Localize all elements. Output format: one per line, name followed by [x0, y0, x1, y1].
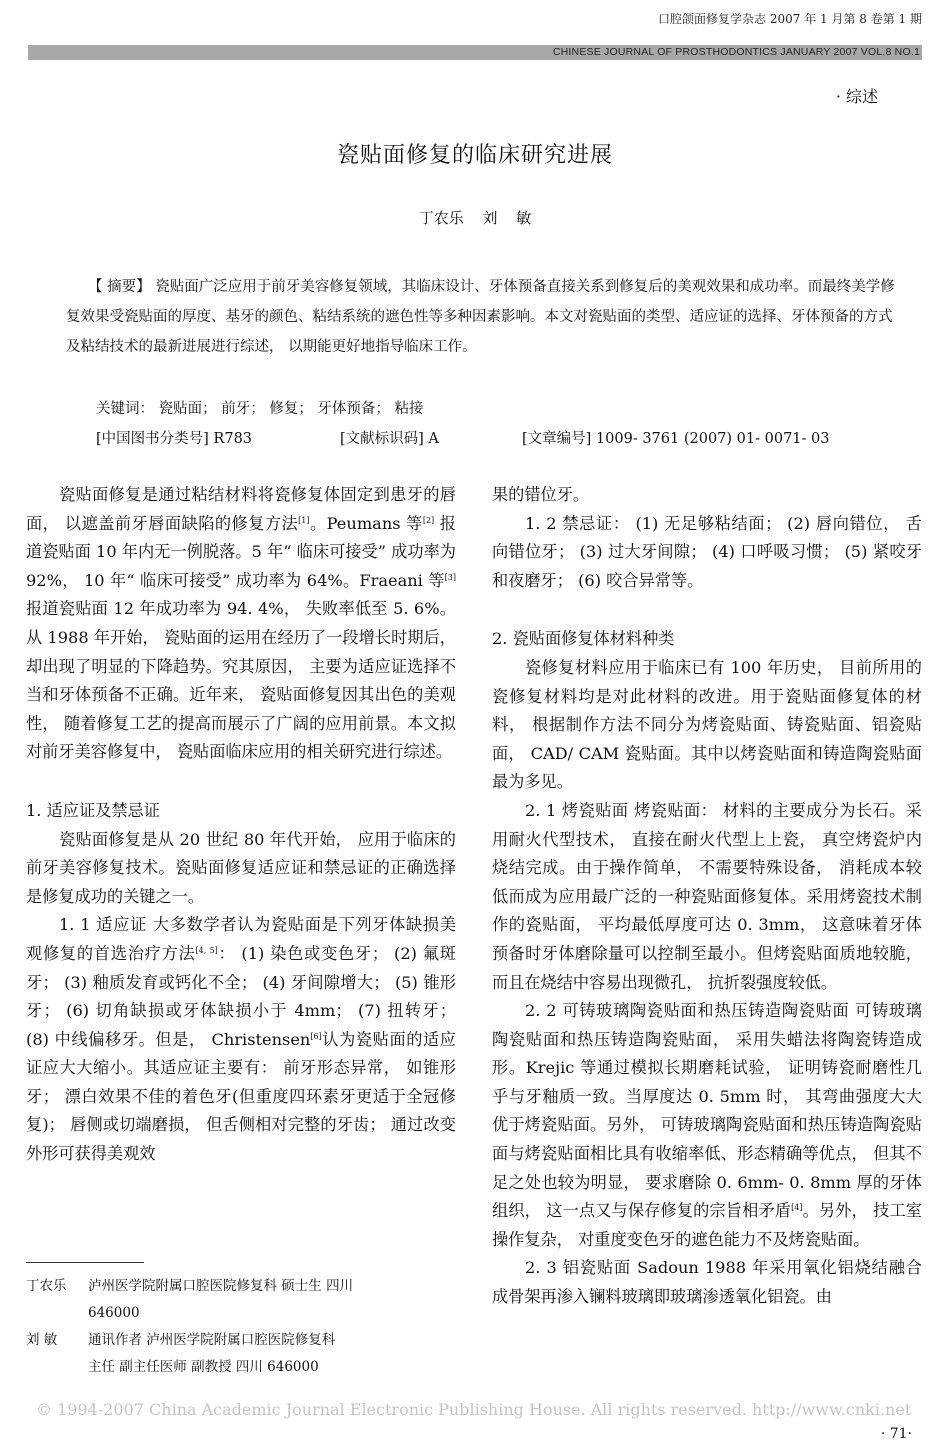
citation: [1]	[298, 515, 310, 525]
citation: [2]	[422, 515, 435, 525]
citation: [4, 5]	[195, 945, 218, 955]
section-1-1-paragraph: 1. 1 适应证 大多数学者认为瓷贴面是下列牙体缺损美观修复的首选治疗方法[4, 5]： (1) 染色或变色牙； (2) 氟斑牙； (3) 釉质发育或钙化不全； (4) 牙间隙增大； (5) 锥形牙； (6) 切角缺损或牙体缺损小于 4mm； (7) 扭转牙； (8) 中线偏移牙。但是， Christensen[6]认为瓷贴面的适应证应大大缩小。其适应证主要有： 前牙形态异常， 如锥形牙； 漂白效果不佳的着色牙(但重度四环素牙更适于全冠修复)； 唇侧或切端磨损， 但舌侧相对完整的牙齿； 通过改变外形可获得美观效	[26, 915, 456, 1164]
section-2-1-paragraph: 2. 1 烤瓷贴面 烤瓷贴面： 材料的主要成分为长石。采用耐火代型技术， 直接在耐火代型上上瓷， 真空烤瓷炉内烧结完成。由于操作简单， 不需要特殊设备， 消耗成本较低而成为应用最广泛的一种瓷贴面修复体。采用烤瓷技术制作的瓷贴面， 平均最低厚度可达 0. 3mm， 这意味着牙体预备时牙体磨除量可以控制至最小。但烤瓷贴面质地较脆， 而且在烧结中容易出现微孔， 抗折裂强度较低。	[492, 800, 922, 992]
footnote-rule	[26, 1262, 144, 1263]
footnote-entry: 刘 敏 通讯作者 泸州医学院附属口腔医院修复科	[26, 1332, 336, 1348]
copyright-watermark: © 1994-2007 China Academic Journal Electronic Publishing House. All rights reserved. http://www.cnki.net	[36, 1400, 912, 1419]
section-1-heading: 1. 适应证及禁忌证	[26, 800, 160, 820]
document-code: [文献标识码] A	[340, 431, 439, 447]
abstract: 【 摘要】 瓷贴面广泛应用于前牙美容修复领域，其临床设计、牙体预备直接关系到修复后的美观效果和成功率。而最终美学修复效果受瓷贴面的厚度、基牙的颜色、粘结系统的遮色性等多种因素影响。本文对瓷贴面的类型、适应证的选择、牙体预备的方式及粘结技术的最新进展进行综述， 以期能更好地指导临床工作。	[66, 279, 895, 355]
page-number: · 71·	[880, 1426, 912, 1442]
citation: [3]	[444, 572, 456, 582]
article-number: [文章编号] 1009- 3761 (2007) 01- 0071- 03	[522, 431, 830, 447]
section-1-paragraph: 瓷贴面修复是从 20 世纪 80 年代开始， 应用于临床的前牙美容修复技术。瓷贴面修复适应证和禁忌证的正确选择是修复成功的关键之一。	[26, 829, 456, 906]
section-tag: · 综述	[835, 87, 878, 106]
footnote-entry: 丁农乐 泸州医学院附属口腔医院修复科 硕士生 四川	[26, 1278, 354, 1294]
section-1-2-paragraph: 1. 2 禁忌证： (1) 无足够粘结面； (2) 唇向错位， 舌向错位牙； (3) 过大牙间隙； (4) 口呼吸习惯； (5) 紧咬牙和夜磨牙； (6) 咬合异常等。	[492, 513, 922, 590]
clc-number: [中国图书分类号] R783	[96, 431, 253, 447]
left-column	[26, 481, 456, 1169]
citation: [4]	[791, 1203, 803, 1213]
author-footnotes: 丁农乐 泸州医学院附属口腔医院修复科 硕士生 四川 646000 刘 敏 通讯作者 泸州医学院附属口腔医院修复科 主任 副主任医师 副教授 四川 646000	[26, 1273, 353, 1381]
journal-header-cn: 口腔颌面修复学杂志 2007 年 1 月第 8 卷第 1 期	[658, 12, 922, 26]
intro-paragraph: 瓷贴面修复是通过粘结材料将瓷修复体固定到患牙的唇面， 以遮盖前牙唇面缺陷的修复方法[1]。Peumans 等[2] 报道瓷贴面 10 年内无一例脱落。5 年“ 临床可接受” 成功率为 92%， 10 年“ 临床可接受” 成功率为 64%。Fraeani 等[3] 报道瓷贴面 12 年成功率为 94. 4%， 失败率低至 5. 6%。从 1988 年开始， 瓷贴面的运用在经历了一段增长时期后， 却出现了明显的下降趋势。究其原因， 主要为适应证选择不当和牙体预备不正确。近年来， 瓷贴面修复因其出色的美观性， 随着修复工艺的提高而展示了广阔的应用前景。本文拟对前牙美容修复中， 瓷贴面临床应用的相关研究进行综述。	[26, 485, 456, 762]
section-2-2-paragraph: 2. 2 可铸玻璃陶瓷贴面和热压铸造陶瓷贴面 可铸玻璃陶瓷贴面和热压铸造陶瓷贴面， 采用失蜡法将陶瓷铸造成形。Krejic 等通过模拟长期磨耗试验， 证明铸瓷耐磨性几乎与牙釉质一致。当厚度达 0. 5mm 时， 其弯曲强度大大优于烤瓷贴面。另外， 可铸玻璃陶瓷贴面和热压铸造陶瓷贴面与烤瓷贴面相比具有收缩率低、形态精确等优点， 但其不足之处也较为明显， 要求磨除 0. 6mm- 0. 8mm 厚的牙体组织， 这一点又与保存修复的宗旨相矛盾[4]。另外， 技工室操作复杂， 对重度变色牙的遮色能力不及烤瓷贴面。	[492, 1001, 922, 1249]
keywords: 关键词： 瓷贴面； 前牙； 修复； 牙体预备； 粘接	[96, 401, 424, 417]
section-2-3-paragraph: 2. 3 铝瓷贴面 Sadoun 1988 年采用氧化铝烧结融合成骨架再渗入镧料玻璃即玻璃渗透氧化铝瓷。由	[492, 1258, 922, 1307]
citation: [6]	[310, 1031, 322, 1041]
authors: 丁农乐 刘 敏	[418, 209, 532, 227]
journal-header-en: CHINESE JOURNAL OF PROSTHODONTICS JANUARY 2007 VOL.8 NO.1	[552, 46, 920, 58]
section-2-heading: 2. 瓷贴面修复体材料种类	[492, 629, 675, 649]
right-column	[492, 481, 922, 1312]
article-title: 瓷贴面修复的临床研究进展	[336, 143, 613, 168]
continued-paragraph: 果的错位牙。	[492, 485, 590, 504]
section-2-paragraph: 瓷修复材料应用于临床已有 100 年历史， 目前所用的瓷修复材料均是对此材料的改进。用于瓷贴面修复体的材料， 根据制作方法不同分为烤瓷贴面、铸瓷贴面、铝瓷贴面， CAD/ CAM 瓷贴面。其中以烤瓷贴面和铸造陶瓷贴面最为多见。	[492, 657, 922, 792]
